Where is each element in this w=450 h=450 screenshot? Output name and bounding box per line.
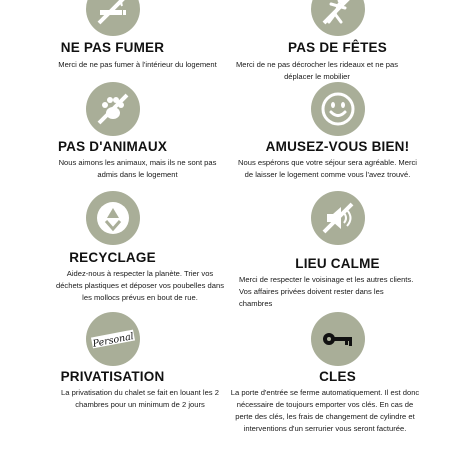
no-smoking-icon: [86, 0, 140, 36]
recycling-icon: [86, 191, 140, 245]
rule-description: Nous aimons les animaux, mais ils ne sont pas admis dans le logement: [58, 158, 217, 179]
smiley-icon: [311, 82, 365, 136]
no-pets-icon: [86, 82, 140, 136]
rule-description: Merci de respecter le voisinage et les autres clients. Vos affaires privées doivent rester dans les chambres: [239, 275, 414, 308]
personal-stamp-text: Personal: [91, 331, 135, 350]
rule-title: LIEU CALME: [295, 256, 380, 271]
rule-title: PRIVATISATION: [60, 369, 165, 384]
rule-title: NE PAS FUMER: [60, 40, 165, 55]
no-noise-icon: [311, 191, 365, 245]
personal-stamp-icon: [86, 312, 140, 366]
key-icon: [311, 312, 365, 366]
rule-description: La privatisation du chalet se fait en louant les 2 chambres pour un minimum de 2 jours: [61, 388, 219, 409]
rule-title: AMUSEZ-VOUS BIEN!: [265, 139, 410, 154]
no-party-icon: [311, 0, 365, 36]
rule-description: Merci de ne pas décrocher les rideaux et ne pas déplacer le mobilier: [235, 60, 399, 81]
rule-title: CLES: [319, 369, 356, 384]
rule-description: Aidez-nous à respecter la planète. Trier vos déchets plastiques et déposer vos poubelles dans les mollocs prévus en bout de rue.: [55, 269, 225, 302]
rule-description: Merci de ne pas fumer à l'intérieur du logement: [58, 60, 217, 69]
rule-description: Nous espérons que votre séjour sera agréable. Merci de laisser le logement comme vous l'avez trouvé.: [238, 158, 417, 179]
rule-title: PAS D'ANIMAUX: [57, 139, 168, 154]
rule-description: La porte d'entrée se ferme automatiquement. Il est donc nécessaire de toujours emporter vos clés. En cas de perte des clés, les frais de changement de cylindre et interventions d'un serrurier vous seront facturée.: [230, 388, 420, 433]
rule-title: RECYCLAGE: [69, 250, 156, 265]
rule-title: PAS DE FÊTES: [288, 40, 387, 55]
